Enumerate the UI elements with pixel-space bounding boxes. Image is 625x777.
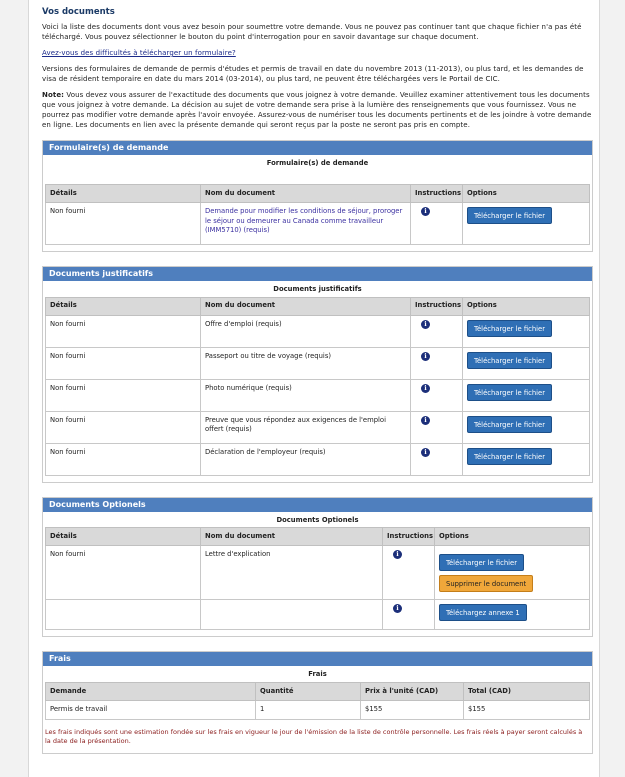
fee-unit-price: $155 bbox=[361, 701, 464, 720]
fees-footnote: Les frais indiqués sont une estimation fondée sur les frais en vigueur le jour de l'émission de la liste de contrôle personnelle. Les frais réels à payer seront calculés à la date de la présentation. bbox=[45, 727, 583, 746]
supporting-table-caption: Documents justificatifs bbox=[273, 285, 362, 294]
info-icon[interactable]: i bbox=[393, 550, 402, 559]
col-unit-price: Prix à l'unité (CAD) bbox=[361, 683, 464, 701]
info-icon[interactable]: i bbox=[421, 416, 430, 425]
row-status: Non fourni bbox=[46, 443, 201, 475]
note-text: Vous devez vous assurer de l'exactitude des documents que vous joignez à votre demande. Veuillez examiner attentivement tous les documents que vous joignez à votre demande. La décision au sujet de votre demande sera prise à la lumière des renseignements que vous fournissez. Vous ne pourrez pas modifier votre demande après l'avoir envoyée. Assurez-vous de numériser tous les documents pertinents et de les joindre à votre demande en ligne. Les documents en lien avec la présente demande qui seront reçus par la poste ne seront pas pris en compte. bbox=[42, 90, 592, 129]
page-container bbox=[28, 0, 600, 777]
col-name: Nom du document bbox=[201, 528, 383, 546]
table-row bbox=[46, 379, 590, 411]
fee-request: Permis de travail bbox=[46, 701, 256, 720]
table-row bbox=[46, 411, 590, 443]
note-paragraph bbox=[42, 91, 593, 131]
col-details: Détails bbox=[46, 185, 201, 203]
info-icon[interactable]: i bbox=[421, 384, 430, 393]
supporting-table bbox=[45, 297, 590, 476]
row-status: Non fourni bbox=[46, 203, 201, 245]
delete-document-button[interactable]: Supprimer le document bbox=[439, 575, 533, 592]
fees-table bbox=[45, 682, 590, 720]
forms-table-caption: Formulaire(s) de demande bbox=[266, 158, 369, 167]
row-status: Non fourni bbox=[46, 411, 201, 443]
upload-annex-button[interactable]: Téléchargez annexe 1 bbox=[439, 604, 527, 621]
info-icon[interactable]: i bbox=[421, 448, 430, 457]
col-details: Détails bbox=[46, 297, 201, 315]
fees-table-caption: Frais bbox=[308, 670, 327, 679]
col-total: Total (CAD) bbox=[464, 683, 590, 701]
download-button[interactable]: Télécharger le fichier bbox=[467, 207, 552, 224]
col-quantity: Quantité bbox=[256, 683, 361, 701]
info-icon[interactable]: i bbox=[421, 207, 430, 216]
document-name bbox=[201, 600, 383, 630]
info-icon[interactable]: i bbox=[421, 352, 430, 361]
document-name: Offre d'emploi (requis) bbox=[201, 315, 411, 347]
col-request: Demande bbox=[46, 683, 256, 701]
col-options: Options bbox=[435, 528, 590, 546]
intro-text: Voici la liste des documents dont vous avez besoin pour soumettre votre demande. Vous ne pouvez pas continuer tant que chaque fichier n'a pas été téléchargé. Vous pouvez sélectionner le bouton du point d'interrogation pour en savoir davantage sur chaque document. bbox=[42, 23, 582, 41]
download-button[interactable]: Télécharger le fichier bbox=[467, 448, 552, 465]
optional-section bbox=[42, 497, 593, 638]
col-name: Nom du document bbox=[201, 297, 411, 315]
table-row bbox=[46, 701, 590, 720]
optional-section-header: Documents Optionels bbox=[43, 498, 592, 512]
page-title: Vos documents bbox=[42, 7, 115, 17]
note-label: Note: bbox=[42, 90, 65, 99]
fees-section-header: Frais bbox=[43, 652, 592, 666]
document-name: Lettre d'explication bbox=[201, 546, 383, 600]
row-status: Non fourni bbox=[46, 546, 201, 600]
optional-table bbox=[45, 527, 590, 630]
document-name: Passeport ou titre de voyage (requis) bbox=[201, 347, 411, 379]
col-instructions: Instructions bbox=[411, 297, 463, 315]
versions-note: Versions des formulaires de demande de permis d'études et permis de travail en date du novembre 2013 (11-2013), ou plus tard, et les demandes de visa de résident temporaire en date du mars 2014 (03-2014), ou plus tard, ne peuvent être téléchargées vers le Portail de CIC. bbox=[42, 64, 584, 83]
document-name: Photo numérique (requis) bbox=[201, 379, 411, 411]
col-instructions: Instructions bbox=[383, 528, 435, 546]
fees-section bbox=[42, 651, 593, 754]
col-details: Détails bbox=[46, 528, 201, 546]
col-instructions: Instructions bbox=[411, 185, 463, 203]
document-name: Déclaration de l'employeur (requis) bbox=[201, 443, 411, 475]
forms-section bbox=[42, 140, 593, 253]
download-button[interactable]: Télécharger le fichier bbox=[467, 320, 552, 337]
info-icon[interactable]: i bbox=[421, 320, 430, 329]
supporting-section bbox=[42, 266, 593, 483]
table-row bbox=[46, 443, 590, 475]
supporting-section-header: Documents justificatifs bbox=[43, 267, 592, 281]
download-button[interactable]: Télécharger le fichier bbox=[467, 384, 552, 401]
download-button[interactable]: Télécharger le fichier bbox=[467, 352, 552, 369]
row-status: Non fourni bbox=[46, 347, 201, 379]
optional-table-caption: Documents Optionels bbox=[276, 515, 359, 524]
info-icon[interactable]: i bbox=[393, 604, 402, 613]
document-name: Preuve que vous répondez aux exigences de l'emploi offert (requis) bbox=[201, 411, 411, 443]
row-status: Non fourni bbox=[46, 379, 201, 411]
forms-section-header: Formulaire(s) de demande bbox=[43, 141, 592, 155]
table-row bbox=[46, 203, 590, 245]
fee-total: $155 bbox=[464, 701, 590, 720]
col-options: Options bbox=[463, 297, 590, 315]
table-row bbox=[46, 347, 590, 379]
fee-quantity: 1 bbox=[256, 701, 361, 720]
col-name: Nom du document bbox=[201, 185, 411, 203]
download-button[interactable]: Télécharger le fichier bbox=[467, 416, 552, 433]
help-link[interactable]: Avez-vous des difficultés à télécharger un formulaire? bbox=[42, 48, 236, 57]
download-button[interactable]: Télécharger le fichier bbox=[439, 554, 524, 571]
table-row bbox=[46, 546, 590, 600]
forms-table bbox=[45, 184, 590, 245]
table-row bbox=[46, 600, 590, 630]
row-status: Non fourni bbox=[46, 315, 201, 347]
table-row bbox=[46, 315, 590, 347]
document-link[interactable]: Demande pour modifier les conditions de séjour, proroger le séjour ou demeurer au Canada comme travailleur (IMM5710) (requis) bbox=[205, 207, 403, 235]
row-status bbox=[46, 600, 201, 630]
col-options: Options bbox=[463, 185, 590, 203]
